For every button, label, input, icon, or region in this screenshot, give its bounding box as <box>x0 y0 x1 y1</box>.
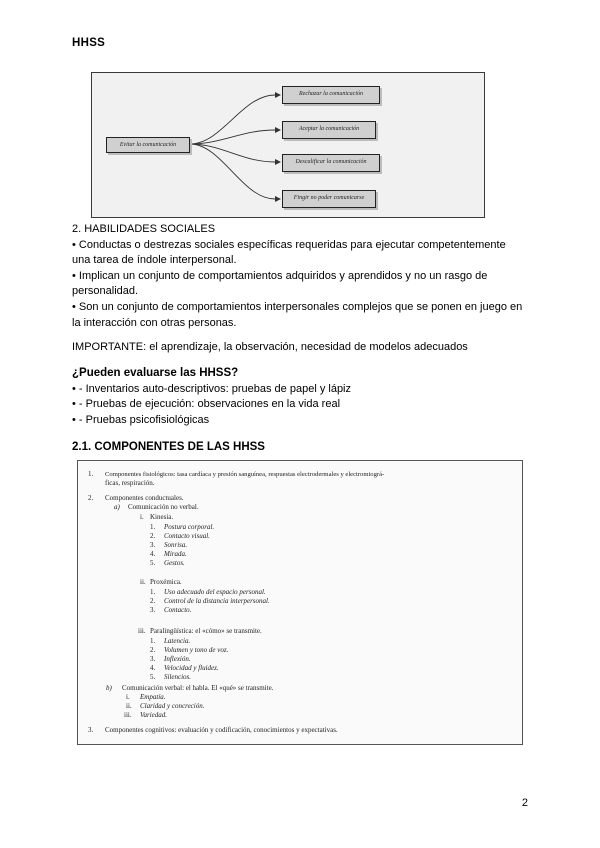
item-number: 3. <box>150 541 156 549</box>
text-line: • Conductas o destrezas sociales específicas requeridas para ejecutar competentemente <box>72 238 506 251</box>
proxemica-item: Uso adecuado del espacio personal. <box>164 588 266 596</box>
text-line: • Implican un conjunto de comportamientos adquiridos y aprendidos y no un rasgo de <box>72 269 488 282</box>
evaluation-item: • - Pruebas psicofisiológicas <box>72 413 210 426</box>
item-number: 2. <box>150 646 156 654</box>
proxemica-item: Contacto. <box>164 606 192 614</box>
paralinguistica-item: Inflexión. <box>164 655 191 663</box>
item-number: 2. <box>88 494 94 502</box>
diagram-option-box: Fingir no poder comunicarse <box>282 190 376 208</box>
section-title: 2. HABILIDADES SOCIALES <box>72 223 216 235</box>
text-line: • Son un conjunto de comportamientos interpersonales complejos que se ponen en juego en <box>72 300 523 313</box>
component-physiological: Componentes fisiológicos: tasa cardíaca y presión sanguínea, respuestas electrodermales y electromiográ- <box>105 471 385 478</box>
item-number: 1. <box>150 588 156 596</box>
important-text: IMPORTANTE: el aprendizaje, la observación, necesidad de modelos adecuados <box>72 341 468 353</box>
roman-label: ii. <box>126 702 132 710</box>
item-number: 2. <box>150 532 156 540</box>
communication-diagram <box>91 72 485 218</box>
nonverbal-communication: Comunicación no verbal. <box>128 503 199 511</box>
verbal-item: Claridad y concreción. <box>140 702 205 710</box>
diagram-center-box: Evitar la comunicación <box>106 137 190 153</box>
component-physiological-cont: ficas, respiración. <box>105 479 155 487</box>
roman-label: iii. <box>124 711 132 719</box>
item-number: 1. <box>150 523 156 531</box>
verbal-item: Empatía. <box>140 693 166 701</box>
item-number: 4. <box>150 664 156 672</box>
components-figure <box>77 460 523 745</box>
paralinguistica-heading: Paralingüística: el «cómo» se transmite. <box>150 627 262 635</box>
sub-label: b) <box>106 684 112 692</box>
page-header: HHSS <box>72 37 106 49</box>
diagram-option-box: Descalificar la comunicación <box>282 154 380 172</box>
sub-label: a) <box>114 503 120 511</box>
item-number: 3. <box>150 655 156 663</box>
evaluation-item: • - Inventarios auto-descriptivos: pruebas de papel y lápiz <box>72 382 352 395</box>
kinesia-item: Postura corporal. <box>164 523 215 531</box>
evaluation-section <box>72 366 537 428</box>
paralinguistica-item: Silencios. <box>164 673 192 681</box>
item-number: 1. <box>150 637 156 645</box>
important-note <box>72 340 537 356</box>
proxemica-heading: Proxémica. <box>150 578 182 586</box>
roman-label: iii. <box>138 627 146 635</box>
page-number: 2 <box>521 797 528 809</box>
component-cognitive: Componentes cognitivos: evaluación y codificación, conocimientos y expectativas. <box>105 726 338 734</box>
roman-label: i. <box>126 693 130 701</box>
paralinguistica-item: Velocidad y fluidez. <box>164 664 219 672</box>
proxemica-item: Control de la distancia interpersonal. <box>164 597 270 605</box>
evaluation-item: • - Pruebas de ejecución: observaciones en la vida real <box>72 398 341 411</box>
paralinguistica-item: Volumen y tono de voz. <box>164 646 229 654</box>
text-line: personalidad. <box>72 285 139 298</box>
section-habilidades-sociales <box>72 222 537 331</box>
item-number: 1. <box>88 470 94 478</box>
kinesia-heading: Kinesia. <box>150 513 174 521</box>
components-title: 2.1. COMPONENTES DE LAS HHSS <box>72 441 265 453</box>
component-behavioral: Componentes conductuales. <box>105 494 184 502</box>
paralinguistica-item: Latencia. <box>164 637 191 645</box>
kinesia-item: Gestos. <box>164 559 185 567</box>
item-number: 5. <box>150 673 156 681</box>
kinesia-item: Sonrisa. <box>164 541 188 549</box>
diagram-option-box: Aceptar la comunicación <box>282 121 376 139</box>
item-number: 2. <box>150 597 156 605</box>
roman-label: i. <box>140 513 144 521</box>
item-number: 3. <box>150 606 156 614</box>
text-line: una tarea de índole interpersonal. <box>72 254 237 267</box>
diagram-option-box: Rechazar la comunicación <box>282 86 380 104</box>
item-number: 4. <box>150 550 156 558</box>
roman-label: ii. <box>140 578 146 586</box>
item-number: 3. <box>88 726 94 734</box>
kinesia-item: Contacto visual. <box>164 532 210 540</box>
verbal-communication: Comunicación verbal: el habla. El «qué» se transmite. <box>122 684 274 692</box>
verbal-item: Variedad. <box>140 711 168 719</box>
evaluation-title: ¿Pueden evaluarse las HHSS? <box>72 367 239 379</box>
text-line: la interacción con otras personas. <box>72 316 237 329</box>
item-number: 5. <box>150 559 156 567</box>
kinesia-item: Mirada. <box>164 550 187 558</box>
